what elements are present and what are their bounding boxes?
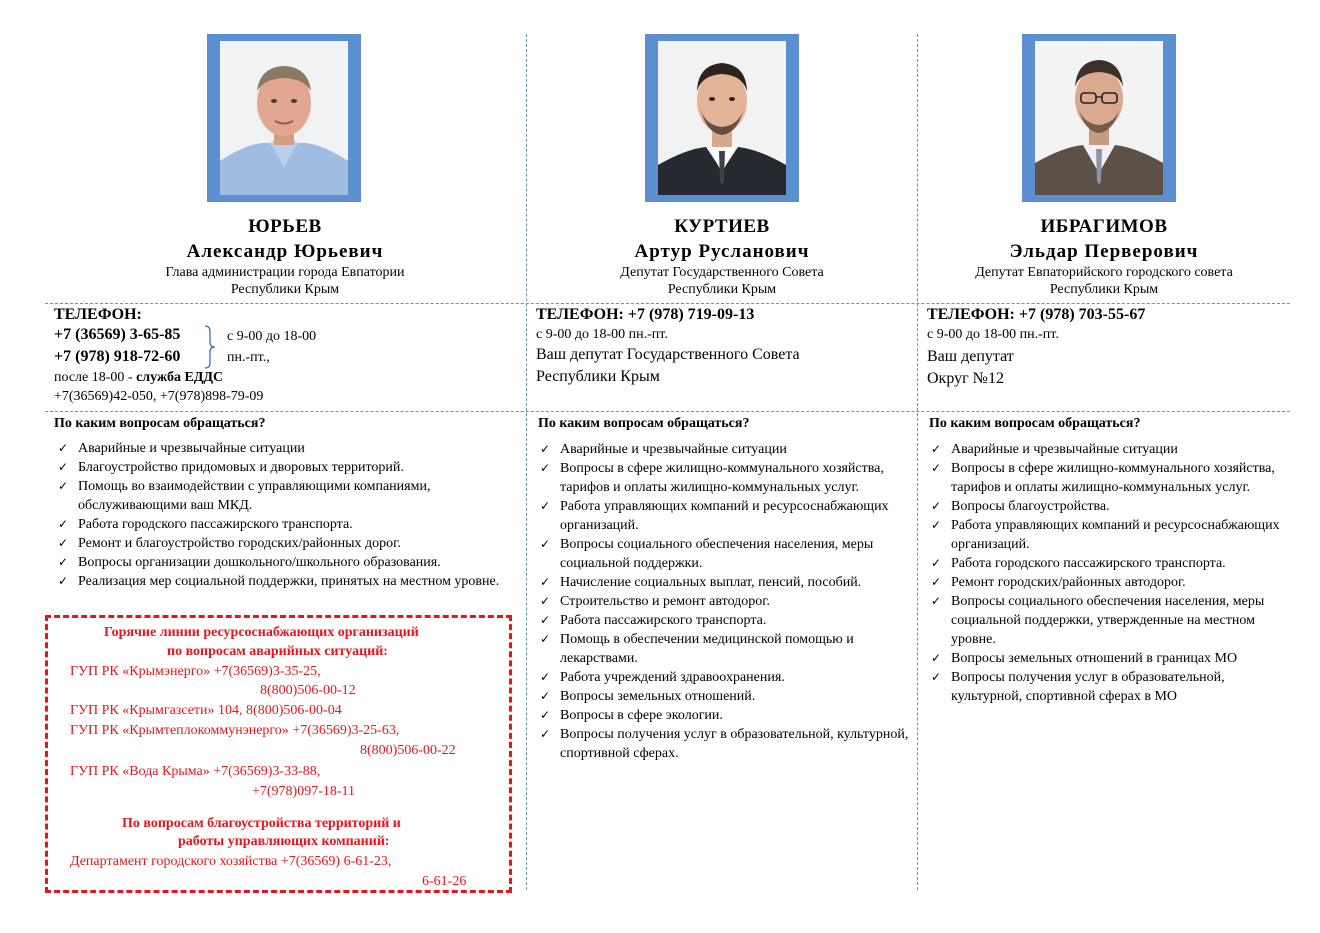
brace-icon — [203, 325, 217, 369]
check-icon: ✓ — [57, 460, 69, 474]
person-name: Александр Юрьевич — [186, 241, 384, 262]
person-name: Артур Русланович — [634, 241, 810, 262]
check-icon: ✓ — [57, 441, 69, 455]
list-item: ✓ Работа пассажирского транспорта. — [539, 613, 767, 628]
check-icon: ✓ — [539, 442, 551, 456]
check-icon: ✓ — [57, 555, 69, 569]
list-item: ✓ Вопросы в сфере жилищно-коммунального хозяйства, тарифов и оплаты жилищно-коммунальных услуг. — [930, 461, 1275, 495]
column-divider-2 — [917, 34, 918, 890]
check-icon: ✓ — [57, 574, 69, 588]
check-icon: ✓ — [539, 594, 551, 608]
edds-phones[interactable]: +7(36569)42-050, +7(978)898-79-09 — [54, 389, 264, 404]
list-item: ✓ Работа городского пассажирского транспорта. — [930, 556, 1226, 571]
list-item: ✓ Вопросы земельных отношений. — [539, 689, 756, 704]
column-divider-1 — [526, 34, 527, 890]
list-item: ✓ Аварийные и чрезвычайные ситуации — [539, 442, 787, 457]
person-surname: КУРТИЕВ — [674, 216, 770, 237]
work-hours: с 9-00 до 18-00 пн.-пт. — [927, 327, 1059, 342]
list-item: ✓ Вопросы получения услуг в образовательной, культурной, спортивной сферах. — [539, 727, 909, 761]
portrait-photo — [1035, 41, 1163, 195]
questions-title: По каким вопросам обращаться? — [538, 416, 750, 431]
check-icon: ✓ — [57, 479, 69, 493]
list-item: ✓ Работа управляющих компаний и ресурсоснабжающих организаций. — [539, 499, 889, 533]
portrait-frame — [1022, 34, 1176, 202]
questions-list — [56, 439, 522, 591]
list-item: ✓ Вопросы получения услуг в образовательной, культурной, спортивной сферах в МО — [930, 670, 1225, 704]
list-item: ✓ Помощь в обеспечении медицинской помощью и лекарствами. — [539, 632, 854, 666]
hotline-krymenergo-2[interactable]: 8(800)506-00-12 — [260, 683, 356, 698]
hotlines-title-1: Горячие линии ресурсоснабжающих организаций — [104, 625, 419, 640]
phone-title[interactable]: ТЕЛЕФОН: +7 (978) 703-55-67 — [927, 306, 1146, 323]
person-surname: ИБРАГИМОВ — [1040, 216, 1168, 237]
check-icon: ✓ — [930, 651, 942, 665]
person-name: Эльдар Перверович — [1009, 241, 1199, 262]
list-item: ✓ Вопросы организации дошкольного/школьного образования. — [57, 555, 441, 570]
hotline-krymenergo[interactable]: ГУП РК «Крымэнерго» +7(36569)3-35-25, — [70, 664, 321, 679]
work-hours-2: пн.-пт., — [227, 350, 270, 365]
list-item: ✓ Вопросы социального обеспечения населения, меры социальной поддержки. — [539, 537, 874, 571]
list-item: ✓ Благоустройство придомовых и дворовых территорий. — [57, 460, 404, 475]
check-icon: ✓ — [57, 536, 69, 550]
phone-title: ТЕЛЕФОН: — [54, 306, 142, 323]
check-icon: ✓ — [539, 708, 551, 722]
check-icon: ✓ — [930, 518, 942, 532]
questions-list — [538, 440, 912, 763]
improvement-title-1: По вопросам благоустройства территорий и — [122, 816, 401, 831]
check-icon: ✓ — [930, 461, 942, 475]
list-item: ✓ Ремонт городских/районных автодорог. — [930, 575, 1186, 590]
check-icon: ✓ — [539, 575, 551, 589]
hotline-krymteplo[interactable]: ГУП РК «Крымтеплокоммунэнерго» +7(36569)3-25-63, — [70, 723, 400, 738]
questions-list — [929, 440, 1281, 706]
person-position: Депутат Евпаторийского городского совета Республики Крым — [975, 265, 1233, 297]
header-divider — [45, 303, 1290, 304]
portrait-photo — [220, 41, 348, 195]
list-item: ✓ Начисление социальных выплат, пенсий, пособий. — [539, 575, 862, 590]
check-icon: ✓ — [930, 575, 942, 589]
check-icon: ✓ — [539, 632, 551, 646]
check-icon: ✓ — [930, 442, 942, 456]
phone-number-2[interactable]: +7 (978) 918-72-60 — [54, 348, 181, 365]
deputy-note-1: Ваш депутат — [927, 348, 1014, 365]
hotlines-title-2: по вопросам аварийных ситуаций: — [167, 644, 388, 659]
check-icon: ✓ — [539, 461, 551, 475]
portrait-frame — [645, 34, 799, 202]
work-hours: с 9-00 до 18-00 пн.-пт. — [536, 327, 668, 342]
phone-title[interactable]: ТЕЛЕФОН: +7 (978) 719-09-13 — [536, 306, 755, 323]
list-item: ✓ Вопросы социального обеспечения населения, меры социальной поддержки, утвержденные на местном уровне. — [930, 594, 1265, 647]
check-icon: ✓ — [539, 689, 551, 703]
list-item: ✓ Ремонт и благоустройство городских/районных дорог. — [57, 536, 401, 551]
list-item: ✓ Помощь во взаимодействии с управляющими компаниями, обслуживающими ваш МКД. — [57, 479, 431, 513]
person-position: Глава администрации города Евпатории Республики Крым — [165, 265, 405, 297]
hotline-voda-kryma[interactable]: ГУП РК «Вода Крыма» +7(36569)3-33-88, — [70, 764, 321, 779]
hotline-department[interactable]: Департамент городского хозяйства +7(36569) 6-61-23, — [70, 854, 392, 869]
phone-number-1[interactable]: +7 (36569) 3-65-85 — [54, 326, 181, 343]
deputy-note-2: Округ №12 — [927, 370, 1004, 387]
work-hours-1: с 9-00 до 18-00 — [227, 329, 317, 344]
check-icon: ✓ — [930, 556, 942, 570]
check-icon: ✓ — [930, 670, 942, 684]
check-icon: ✓ — [539, 613, 551, 627]
hotline-krymteplo-2[interactable]: 8(800)506-00-22 — [360, 743, 456, 758]
hotline-krymgazseti[interactable]: ГУП РК «Крымгазсети» 104, 8(800)506-00-04 — [70, 703, 342, 718]
list-item: ✓ Строительство и ремонт автодорог. — [539, 594, 770, 609]
questions-title: По каким вопросам обращаться? — [54, 416, 266, 431]
portrait-photo — [658, 41, 786, 195]
questions-title: По каким вопросам обращаться? — [929, 416, 1141, 431]
list-item: ✓ Реализация мер социальной поддержки, принятых на местном уровне. — [57, 574, 500, 589]
person-surname: ЮРЬЕВ — [248, 216, 322, 237]
improvement-title-2: работы управляющих компаний: — [178, 834, 390, 849]
list-item: ✓ Работа городского пассажирского транспорта. — [57, 517, 353, 532]
portrait-frame — [207, 34, 361, 202]
list-item: ✓ Вопросы благоустройства. — [930, 499, 1110, 514]
list-item: ✓ Работа управляющих компаний и ресурсоснабжающих организаций. — [930, 518, 1280, 552]
hotline-department-2[interactable]: 6-61-26 — [422, 874, 467, 889]
check-icon: ✓ — [930, 594, 942, 608]
person-position: Депутат Государственного Совета Республики Крым — [620, 265, 824, 297]
after-hours-line: после 18-00 - служба ЕДДС — [54, 370, 224, 385]
check-icon: ✓ — [57, 517, 69, 531]
check-icon: ✓ — [930, 499, 942, 513]
check-icon: ✓ — [539, 537, 551, 551]
check-icon: ✓ — [539, 499, 551, 513]
check-icon: ✓ — [539, 727, 551, 741]
list-item: ✓ Аварийные и чрезвычайные ситуации — [930, 442, 1178, 457]
list-item: ✓ Вопросы в сфере жилищно-коммунального хозяйства, тарифов и оплаты жилищно-коммунальных услуг. — [539, 461, 884, 495]
list-item: ✓ Аварийные и чрезвычайные ситуации — [57, 441, 305, 456]
check-icon: ✓ — [539, 670, 551, 684]
list-item: ✓ Вопросы в сфере экологии. — [539, 708, 723, 723]
deputy-note-2: Республики Крым — [536, 368, 660, 385]
phone-divider — [45, 411, 1290, 412]
list-item: ✓ Вопросы земельных отношений в границах МО — [930, 651, 1238, 666]
list-item: ✓ Работа учреждений здравоохранения. — [539, 670, 785, 685]
deputy-note-1: Ваш депутат Государственного Совета — [536, 346, 800, 363]
hotline-voda-kryma-2[interactable]: +7(978)097-18-11 — [252, 784, 356, 799]
hotlines-box — [45, 615, 512, 893]
